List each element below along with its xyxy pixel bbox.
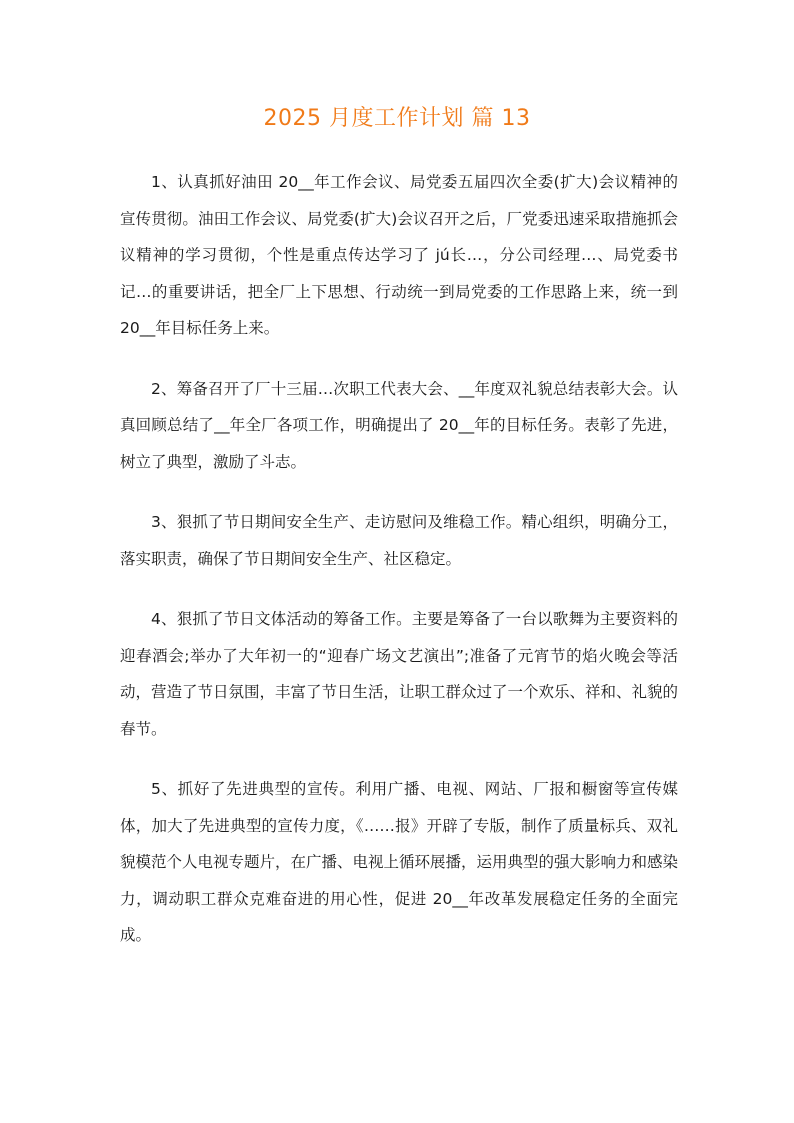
paragraph-2: 2、筹备召开了厂十三届…次职工代表大会、__年度双礼貌总结表彰大会。认真回顾总结了__年全厂各项工作，明确提出了 20__年的目标任务。表彰了先进，树立了典型，激励了斗志。 xyxy=(120,379,678,471)
paragraph-5: 5、抓好了先进典型的宣传。利用广播、电视、网站、厂报和橱窗等宣传媒体，加大了先进典型的宣传力度，《……报》开辟了专版，制作了质量标兵、双礼貌模范个人电视专题片，在广播、电视上循环展播，运用典型的强大影响力和感染力，调动职工群众克难奋进的用心性，促进 20__年改革发展稳定任务的全面完成。 xyxy=(120,780,679,944)
document-title: 2025 月度工作计划 篇 13 xyxy=(263,106,531,131)
paragraph-4: 4、狠抓了节日文体活动的筹备工作。主要是筹备了一台以歌舞为主要资料的迎春酒会;举办了大年初一的“迎春广场文艺演出”;准备了元宵节的焰火晚会等活动，营造了节日氛围，丰富了节日生活，让职工群众过了一个欢乐、祥和、礼貌的春节。 xyxy=(120,610,679,738)
paragraph-3: 3、狠抓了节日期间安全生产、走访慰问及维稳工作。精心组织，明确分工，落实职责，确保了节日期间安全生产、社区稳定。 xyxy=(120,513,678,568)
paragraph-1: 1、认真抓好油田 20__年工作会议、局党委五届四次全委(扩大)会议精神的宣传贯彻。油田工作会议、局党委(扩大)会议召开之后，厂党委迅速采取措施抓会议精神的学习贯彻，个性是重点传达学习了 jú长…，分公司经理…、局党委书记…的重要讲话，把全厂上下思想、行动统一到局党委的工作思路上来，统一到 20__年目标任务上来。 xyxy=(120,173,678,337)
document-body xyxy=(120,164,678,978)
